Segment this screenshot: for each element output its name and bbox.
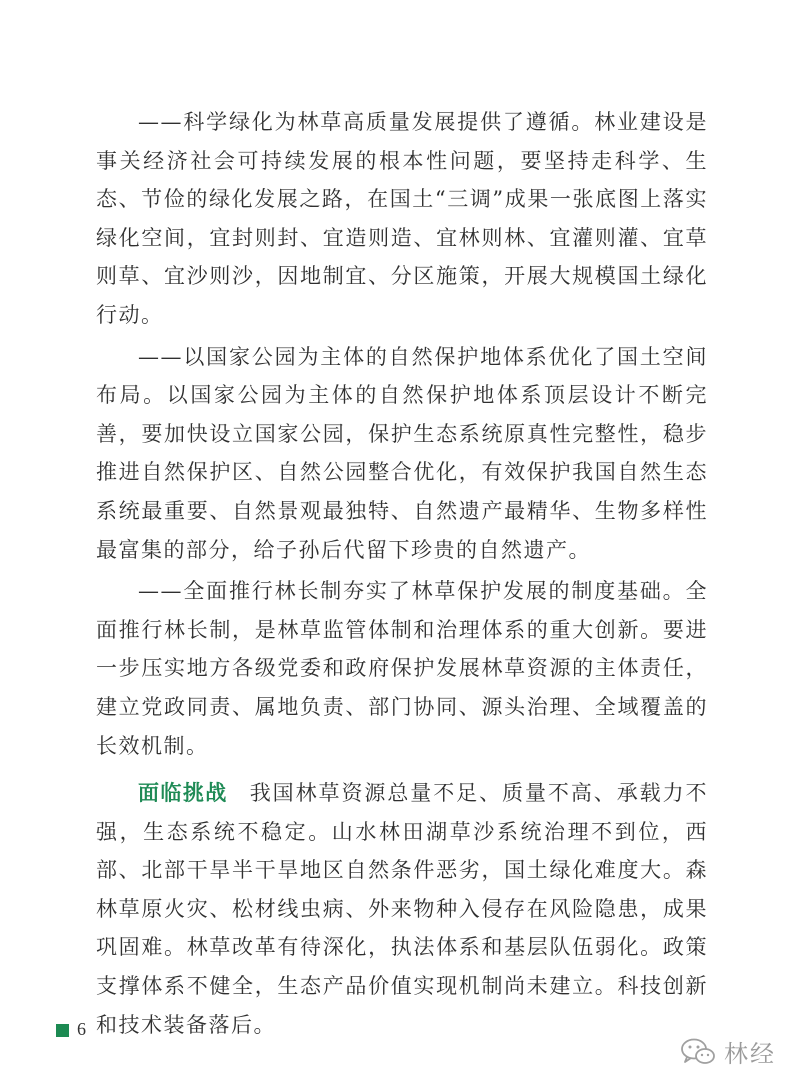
watermark-text: 林经 <box>724 1040 776 1068</box>
page-number: 6 <box>77 1019 86 1039</box>
challenges-heading: 面临挑战 <box>138 781 228 806</box>
wechat-icon <box>680 1037 716 1067</box>
watermark <box>680 1034 776 1069</box>
challenges-body: 我国林草资源总量不足、质量不高、承载力不强，生态系统不稳定。山水林田湖草沙系统治理不到位，西部、北部干旱半干旱地区自然条件恶劣，国土绿化难度大。森林草原火灾、松材线虫病、外来物种入侵存在风险隐患，成果巩固难。林草改革有待深化，执法体系和基层队伍弱化。政策支撑体系不健全，生态产品价值实现机制尚未建立。科技创新和技术装备落后。 <box>96 781 709 1037</box>
article-body <box>96 103 708 1044</box>
paragraph-challenges <box>96 774 708 1044</box>
paragraph-forest-chief-system: ——全面推行林长制夯实了林草保护发展的制度基础。全面推行林长制，是林草监管体制和治理体系的重大创新。要进一步压实地方各级党委和政府保护发展林草资源的主体责任，建立党政同责、属地负责、部门协同、源头治理、全域覆盖的长效机制。 <box>96 579 708 758</box>
paragraph-national-parks: ——以国家公园为主体的自然保护地体系优化了国土空间布局。以国家公园为主体的自然保护地体系顶层设计不断完善，要加快设立国家公园，保护生态系统原真性完整性，稳步推进自然保护区、自然公园整合优化，有效保护我国自然生态系统最重要、自然景观最独特、自然遗产最精华、生物多样性最富集的部分，给子孙后代留下珍贵的自然遗产。 <box>96 344 708 562</box>
paragraph-scientific-greening: ——科学绿化为林草高质量发展提供了遵循。林业建设是事关经济社会可持续发展的根本性问题，要坚持走科学、生态、节俭的绿化发展之路，在国土“三调”成果一张底图上落实绿化空间，宜封则封、宜造则造、宜林则林、宜灌则灌、宜草则草、宜沙则沙，因地制宜、分区施策，开展大规模国土绿化行动。 <box>96 110 708 327</box>
page-marker-square <box>56 1024 69 1037</box>
